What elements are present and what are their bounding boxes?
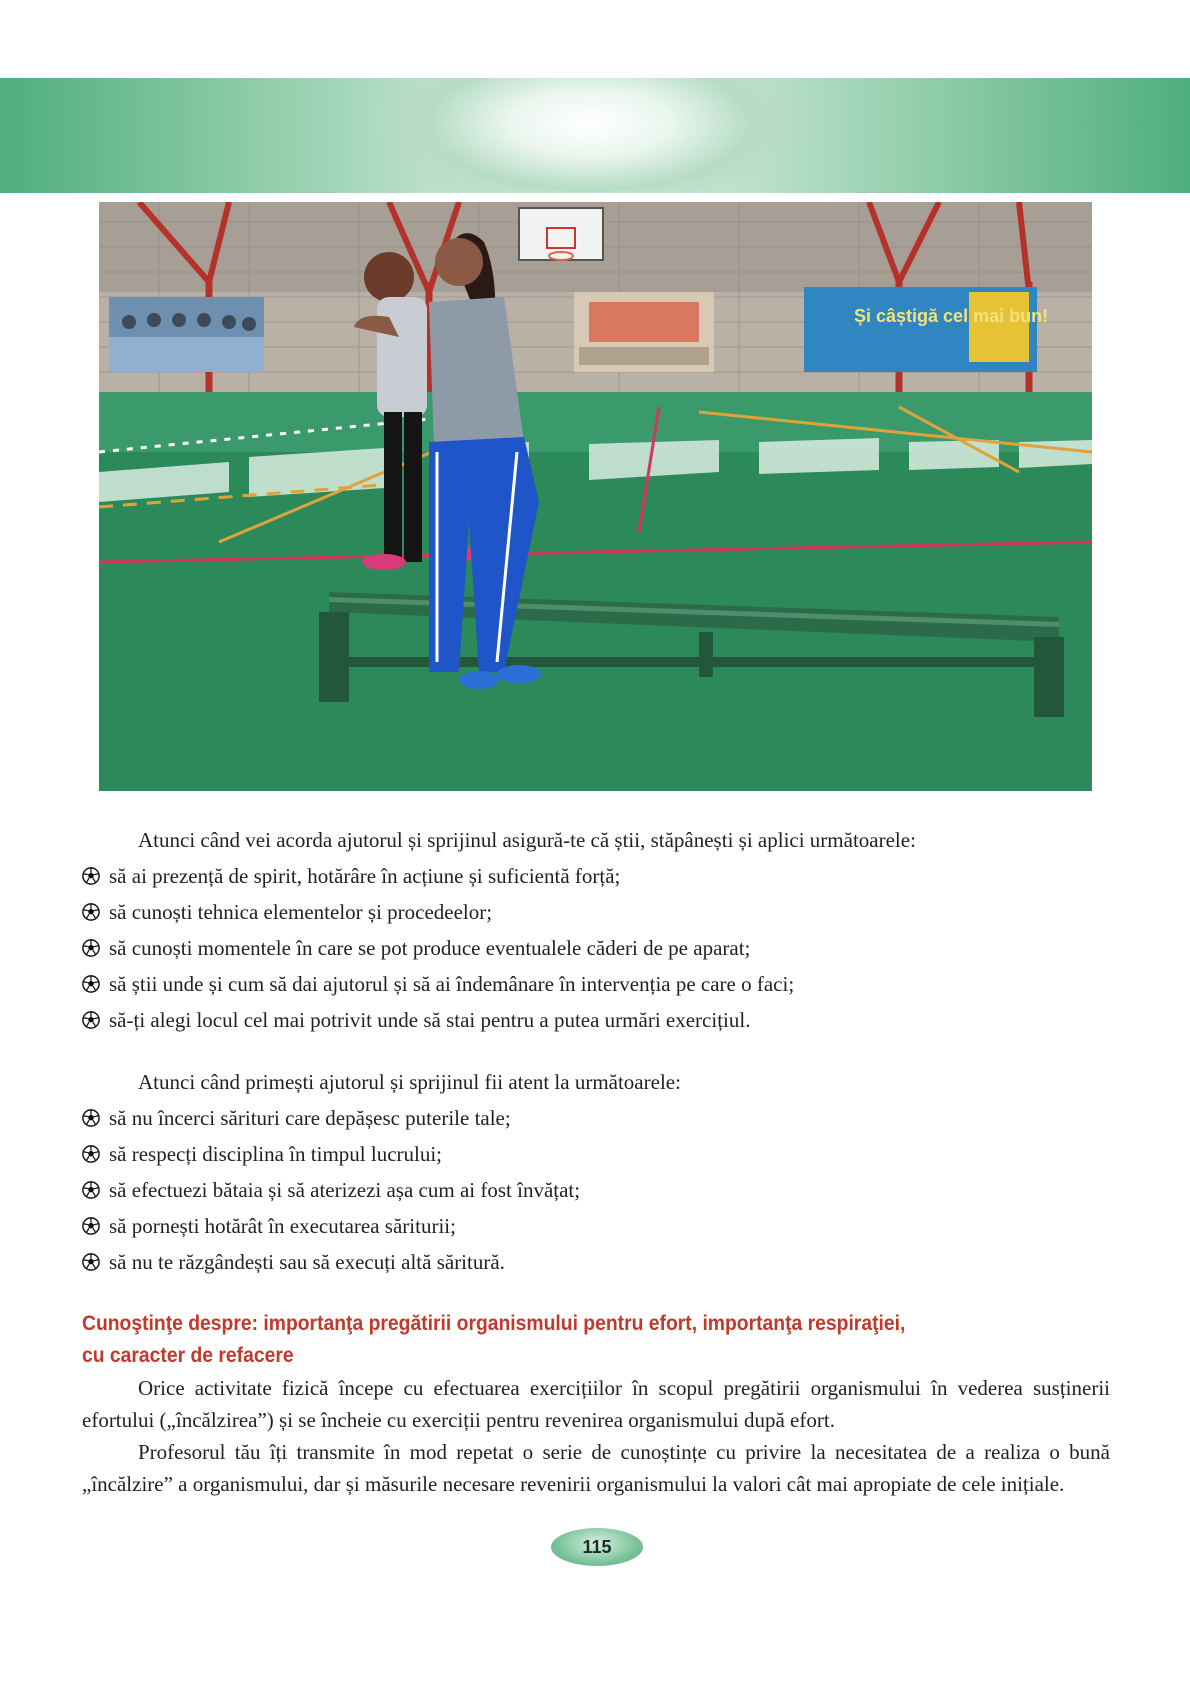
soccer-ball-icon xyxy=(82,1253,100,1271)
soccer-ball-icon xyxy=(82,1181,100,1199)
list-item: să nu încerci sărituri care depășesc puterile tale; xyxy=(82,1100,1108,1136)
page-number: 115 xyxy=(551,1528,643,1566)
list-item: să efectuezi bătaia și să aterizezi așa cum ai fost învățat; xyxy=(82,1172,1108,1208)
list-item: să cunoști momentele în care se pot produce eventualele căderi de pe aparat; xyxy=(82,930,1108,966)
list-item: să-ți alegi locul cel mai potrivit unde să stai pentru a putea urmări exercițiul. xyxy=(82,1002,1108,1038)
section1-intro: Atunci când vei acorda ajutorul și sprijinul asigură-te că știi, stăpânești și aplici următoarele: xyxy=(138,828,916,852)
banner-text: Și câștigă cel mai bun! xyxy=(854,306,1049,326)
header-band xyxy=(0,78,1190,193)
soccer-ball-icon xyxy=(82,975,100,993)
list-item: să cunoști tehnica elementelor și procedeelor; xyxy=(82,894,1108,930)
list-item: să pornești hotărât în executarea săriturii; xyxy=(82,1208,1108,1244)
soccer-ball-icon xyxy=(82,867,100,885)
section-title-line1: Cunoştinţe despre: importanţa pregătirii organismului pentru efort, importanţa respiraţiei, xyxy=(82,1312,906,1335)
soccer-ball-icon xyxy=(82,1109,100,1127)
knowledge-paragraph-1: Orice activitate fizică începe cu efectuarea exercițiilor în scopul pregătirii organismului în vederea susținerii efortului („încălzirea”) și se încheie cu exerciții pentru revenirea organismului după efort. xyxy=(82,1376,1110,1432)
section2-list xyxy=(82,1100,1108,1280)
section-title-line2: cu caracter de refacere xyxy=(82,1344,294,1367)
knowledge-paragraph-2: Profesorul tău îți transmite în mod repetat o serie de cunoștințe cu privire la necesitatea de a realiza o bună „încălzire” a organismului, dar și măsurile necesare revenirii organismului la valori cât mai apropiate de cele inițiale. xyxy=(82,1440,1110,1496)
section-receiving-help xyxy=(82,1064,1108,1280)
soccer-ball-icon xyxy=(82,1217,100,1235)
gym-photo xyxy=(99,202,1092,791)
list-item: să nu te răzgândești sau să execuți altă săritură. xyxy=(82,1244,1108,1280)
section2-intro: Atunci când primești ajutorul și sprijinul fii atent la următoarele: xyxy=(138,1070,681,1094)
list-item: să ai prezență de spirit, hotărâre în acțiune și suficientă forță; xyxy=(82,858,1108,894)
soccer-ball-icon xyxy=(82,1145,100,1163)
list-item: să respecți disciplina în timpul lucrului; xyxy=(82,1136,1108,1172)
section1-list xyxy=(82,858,1108,1038)
section-giving-help xyxy=(82,822,1108,1038)
list-item: să știi unde și cum să dai ajutorul și să ai îndemânare în intervenția pe care o faci; xyxy=(82,966,1108,1002)
soccer-ball-icon xyxy=(82,903,100,921)
soccer-ball-icon xyxy=(82,1011,100,1029)
soccer-ball-icon xyxy=(82,939,100,957)
section-knowledge xyxy=(82,1308,1110,1500)
